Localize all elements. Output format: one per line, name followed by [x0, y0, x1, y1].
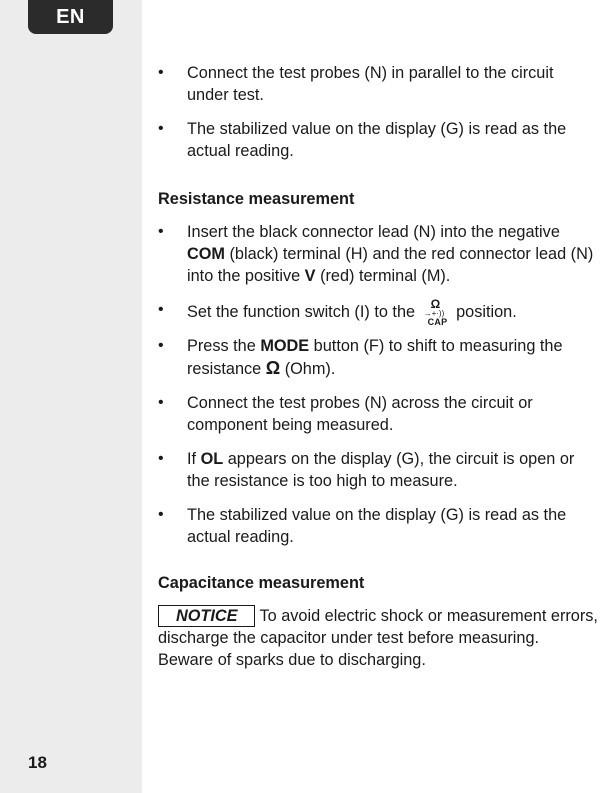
list-item: • If OL appears on the display (G), the circuit is open or the resistance is too high to measure.: [158, 448, 598, 492]
page-sidebar: [0, 0, 142, 793]
list-item: • Press the MODE button (F) to shift to measuring the resistance Ω (Ohm).: [158, 335, 598, 380]
list-item: • Connect the test probes (N) across the circuit or component being measured.: [158, 392, 598, 436]
function-switch-icon: Ω →+·)) CAP: [423, 297, 448, 327]
notice-label: NOTICE: [158, 605, 255, 627]
list-item: • The stabilized value on the display (G) is read as the actual reading.: [158, 118, 598, 162]
list-item: • Insert the black connector lead (N) into the negative COM (black) terminal (H) and the red connector lead (N) into the positive V (red) terminal (M).: [158, 221, 598, 287]
ohm-icon: Ω: [265, 358, 281, 378]
notice-paragraph: NOTICE To avoid electric shock or measurement errors, discharge the capacitor under test before measuring. Beware of sparks due to discharging.: [158, 607, 598, 669]
section-heading-capacitance: Capacitance measurement: [158, 574, 365, 592]
list-item: • The stabilized value on the display (G) is read as the actual reading.: [158, 504, 598, 548]
page-number: 18: [28, 753, 47, 772]
manual-content: [158, 62, 598, 671]
list-item: • Set the function switch (I) to the Ω →+·)) CAP position.: [158, 299, 598, 323]
language-badge: EN: [28, 0, 113, 34]
list-item: • Connect the test probes (N) in parallel to the circuit under test.: [158, 62, 598, 106]
section-heading-resistance: Resistance measurement: [158, 190, 355, 208]
